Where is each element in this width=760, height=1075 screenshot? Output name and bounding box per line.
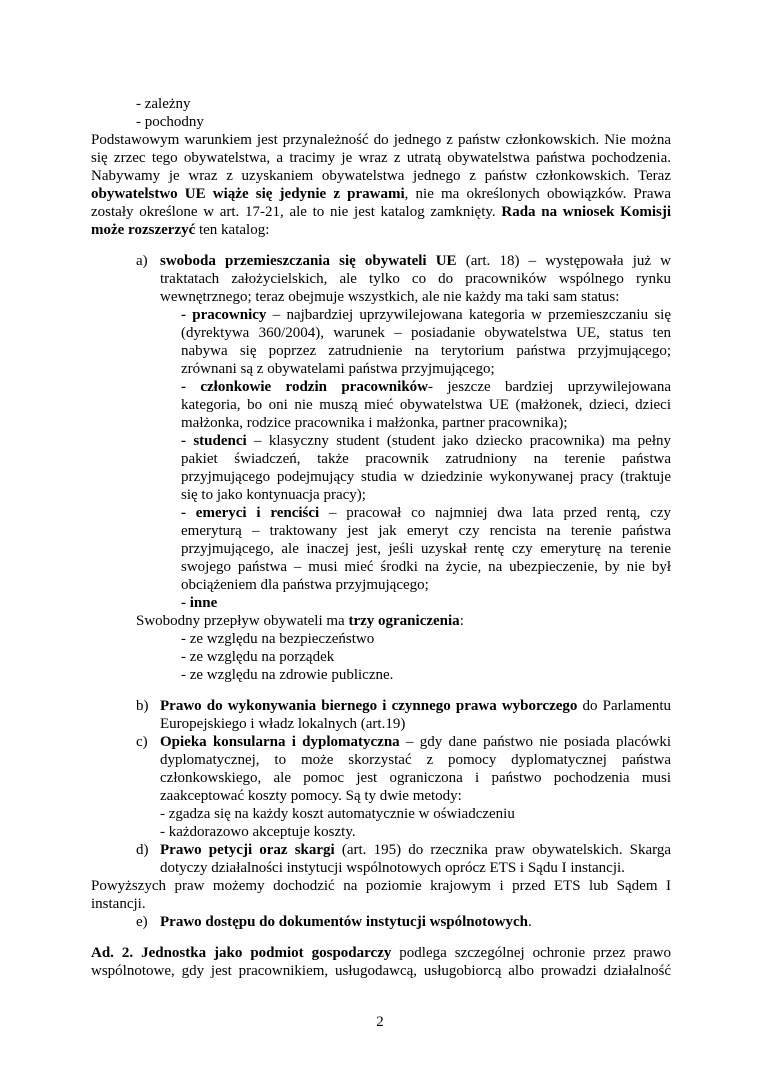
list-line: dyplomatycznej, to może skorzystać z pomocy dyplomatycznej państwa <box>160 752 671 768</box>
list-line: traktatach założycielskich, ale tylko co do pracowników wspólnego rynku <box>160 271 671 287</box>
sub-line: zrównani są z obywatelami państwa przyjmującego; <box>181 361 495 377</box>
paragraph-line: wspólnotowe, gdy jest pracownikiem, usługodawcą, usługobiorcą albo prowadzi działalność <box>91 963 671 979</box>
sub-line: przyjmującego podejmujący studia w dziedzinie wykonywanej pracy (traktuje <box>181 469 671 485</box>
sub-line: nabywa się poprzez zatrudnienie na terytorium państwa przyjmującego; <box>181 343 671 359</box>
paragraph-line: Nabywamy je wraz z uzyskaniem obywatelstwa jednego z państw członkowskich. Teraz <box>91 168 671 184</box>
paragraph-line: Ad. 2. Jednostka jako podmiot gospodarczy podlega szczególnej ochronie przez prawo <box>91 945 671 961</box>
sub-line: - członkowie rodzin pracowników- jeszcze bardziej uprzywilejowana <box>181 379 671 395</box>
paragraph-line: Swobodny przepływ obywateli ma trzy ograniczenia: <box>136 613 464 629</box>
sub-line: (dyrektywa 360/2004), warunek – posiadanie obywatelstwa UE, status ten <box>181 325 671 341</box>
paragraph-line: Podstawowym warunkiem jest przynależność do jednego z państw członkowskich. Nie można <box>91 132 671 148</box>
list-line: zaakceptować koszty pomocy. Są ty dwie metody: <box>160 788 462 804</box>
sub-line: małżonka, rodzice pracownika i małżonka, partner pracownika); <box>181 415 568 431</box>
paragraph-line: instancji. <box>91 896 146 912</box>
paragraph-line: się zrzec tego obywatelstwa, a tracimy je wraz z utratą obywatelstwa państwa pochodzenia. <box>91 150 671 166</box>
paragraph-line: może rozszerzyć ten katalog: <box>91 222 270 238</box>
paragraph-line: obywatelstwo UE wiąże się jedynie z prawami, nie ma określonych obowiązków. Prawa <box>91 186 671 202</box>
sub-line: obciążeniem dla państwa przyjmującego; <box>181 577 429 593</box>
list-item-derivative: - pochodny <box>136 114 204 130</box>
list-label-d: d) <box>136 842 149 858</box>
sub-line: pakiet świadczeń, także pracownik zatrudniony na terenie państwa <box>181 451 671 467</box>
restriction-item: - ze względu na bezpieczeństwo <box>181 631 375 647</box>
restriction-item: - ze względu na porządek <box>181 649 335 665</box>
list-item-dependent: - zależny <box>136 96 191 112</box>
sub-line: się to jako kontynuacja pracy); <box>181 487 366 503</box>
list-line: Prawo petycji oraz skargi (art. 195) do rzecznika praw obywatelskich. Skarga <box>160 842 671 858</box>
list-label-b: b) <box>136 698 149 714</box>
paragraph-line: zostały określone w art. 17-21, ale to nie jest katalog zamknięty. Rada na wniosek Komisji <box>91 204 671 220</box>
list-label-a: a) <box>136 253 148 269</box>
sub-line: - pracownicy – najbardziej uprzywilejowana kategoria w przemieszczaniu się <box>181 307 671 323</box>
list-line: wewnętrznego; teraz obejmuje wszystkich, ale nie każdy ma taki sam status: <box>160 289 620 305</box>
page-number: 2 <box>376 1014 384 1030</box>
list-line: swoboda przemieszczania się obywateli UE (art. 18) – występowała już w <box>160 253 671 269</box>
list-line: - każdorazowo akceptuje koszty. <box>160 824 356 840</box>
list-label-e: e) <box>136 914 148 930</box>
list-line: Europejskiego i władz lokalnych (art.19) <box>160 716 406 732</box>
sub-line: przyjmującego, ale inaczej jest, jeśli uzyskał rentę czy emeryturę na terenie <box>181 541 671 557</box>
list-line: Prawo dostępu do dokumentów instytucji wspólnotowych. <box>160 914 532 930</box>
sub-line: swojego państwa – musi mieć środki na życie, na ubezpieczenie, by nie był <box>181 559 671 575</box>
sub-line: - inne <box>181 595 218 611</box>
restriction-item: - ze względu na zdrowie publiczne. <box>181 667 394 683</box>
sub-line: - emeryci i renciści – pracował co najmniej dwa lata przed rentą, czy <box>181 505 671 521</box>
list-line: Prawo do wykonywania biernego i czynnego prawa wyborczego do Parlamentu <box>160 698 671 714</box>
list-line: Opieka konsularna i dyplomatyczna – gdy dane państwo nie posiada placówki <box>160 734 671 750</box>
list-label-c: c) <box>136 734 148 750</box>
list-line: dotyczy działalności instytucji wspólnotowych oprócz ETS i Sądu I instancji. <box>160 860 625 876</box>
list-line: członkowskiego, ale pomoc jest ograniczona i państwo pochodzenia musi <box>160 770 671 786</box>
list-line: - zgadza się na każdy koszt automatycznie w oświadczeniu <box>160 806 515 822</box>
sub-line: - studenci – klasyczny student (student jako dziecko pracownika) ma pełny <box>181 433 671 449</box>
sub-line: emeryturą – traktowany jest jak emeryt czy rencista na terenie państwa <box>181 523 671 539</box>
paragraph-line: Powyższych praw możemy dochodzić na poziomie krajowym i przed ETS lub Sądem I <box>91 878 671 894</box>
sub-line: kategoria, bo oni nie muszą mieć obywatelstwa UE (małżonek, dzieci, dzieci <box>181 397 671 413</box>
